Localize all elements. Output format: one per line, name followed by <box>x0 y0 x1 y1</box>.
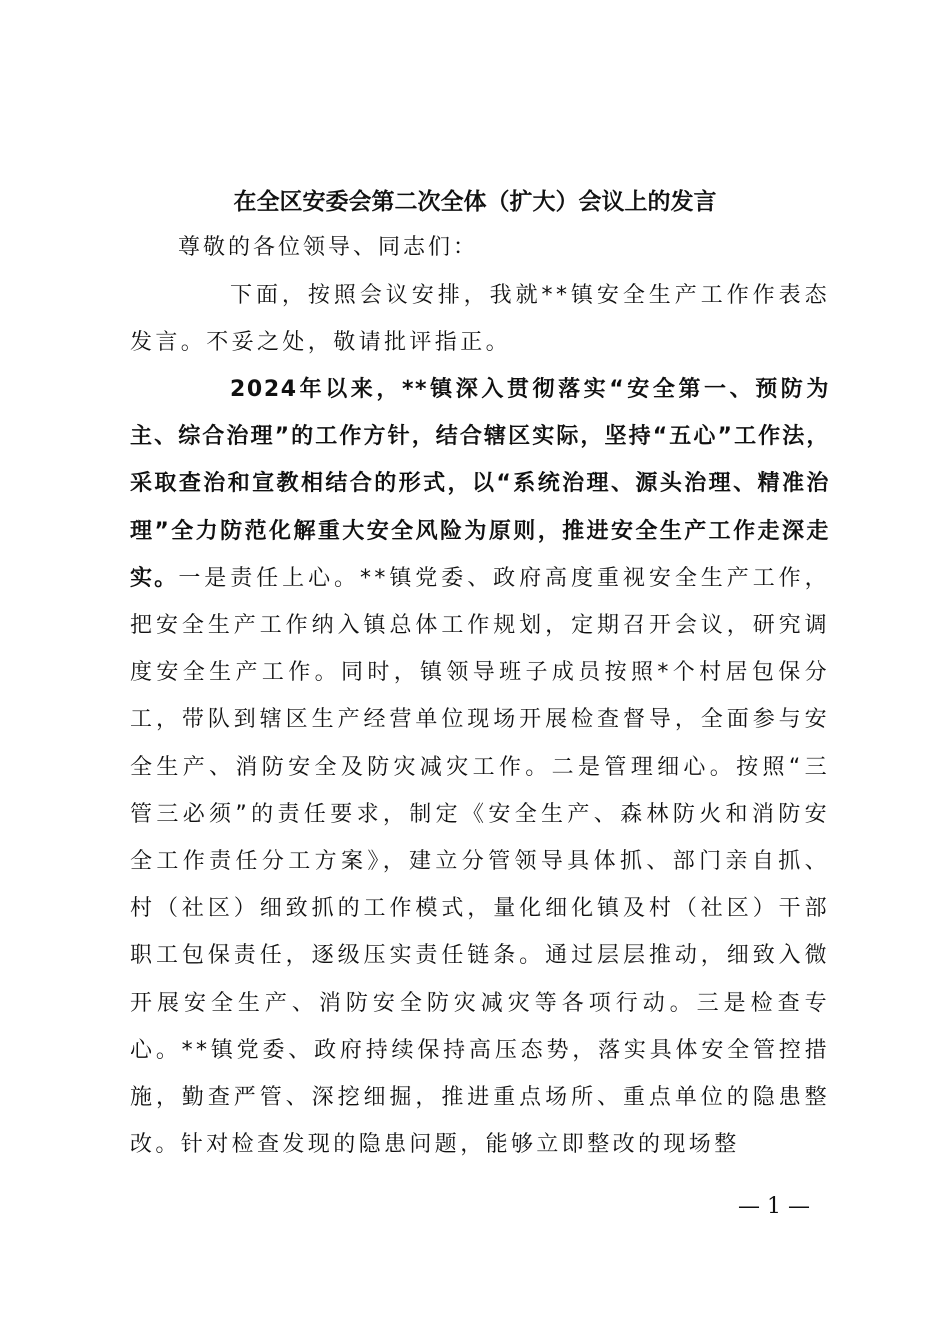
page-number: — 1 — <box>738 1194 810 1219</box>
paragraph-main-lead: 2024年以来，**镇深入贯彻落实“安全第一、预防为主、综合治理”的工作方针，结合辖区实际，坚持“五心”工作法，采取查治和宣教相结合的形式，以“系统治理、源头治理、精准治理”全力防范化解重大安全风险为原则，推进安全生产工作走深走实。 <box>130 377 830 591</box>
paragraph-main <box>130 366 830 1168</box>
document-title: 在全区安委会第二次全体（扩大）会议上的发言 <box>233 188 717 215</box>
paragraph-intro: 下面，按照会议安排，我就**镇安全生产工作作表态发言。不妥之处，敬请批评指正。 <box>130 283 830 356</box>
paragraph-main-body: 一是责任上心。**镇党委、政府高度重视安全生产工作，把安全生产工作纳入镇总体工作规划，定期召开会议，研究调度安全生产工作。同时，镇领导班子成员按照*个村居包保分工，带队到辖区生产经营单位现场开展检查督导，全面参与安全生产、消防安全及防灾减灾工作。二是管理细心。按照“三管三必须”的责任要求，制定《安全生产、森林防火和消防安全工作责任分工方案》，建立分管领导具体抓、部门亲自抓、村（社区）细致抓的工作模式，量化细化镇及村（社区）干部职工包保责任，逐级压实责任链条。通过层层推动，细致入微开展安全生产、消防安全防灾减灾等各项行动。三是检查专心。**镇党委、政府持续保持高压态势，落实具体安全管控措施，勤查严管、深挖细掘，推进重点场所、重点单位的隐患整改。针对检查发现的隐患问题，能够立即整改的现场整 <box>130 565 830 1158</box>
salutation: 尊敬的各位领导、同志们： <box>178 235 479 260</box>
